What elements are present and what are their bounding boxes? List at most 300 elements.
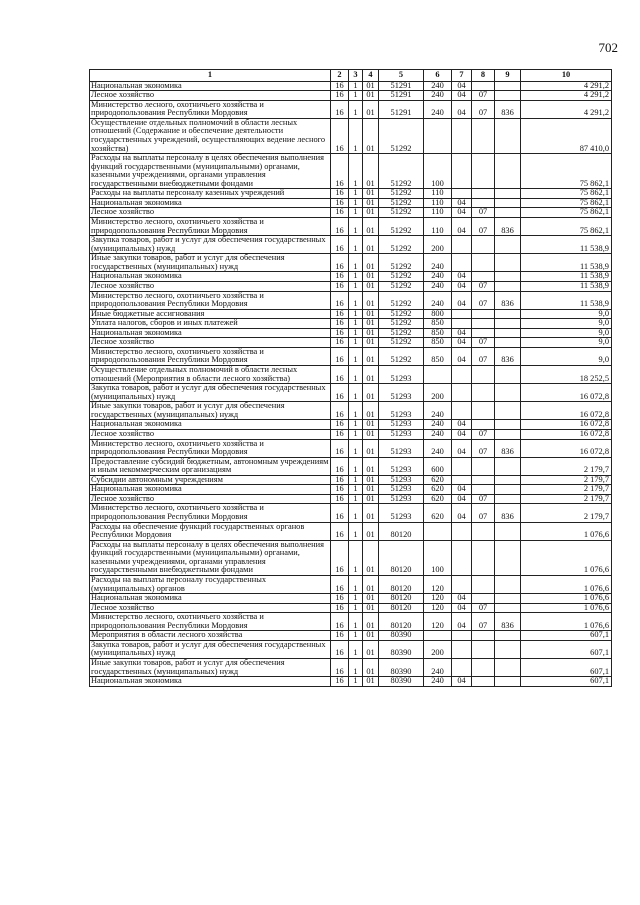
- code-pr-cell: 1: [349, 575, 363, 593]
- code-gr-cell: 16: [331, 429, 349, 439]
- code-section-cell: 04: [452, 198, 472, 208]
- code-subsection-cell: [472, 640, 495, 658]
- table-row: [90, 118, 612, 153]
- amount-cell: 9,0: [521, 309, 612, 319]
- code-section-cell: [452, 402, 472, 420]
- code-expense-type-cell: 100: [424, 154, 452, 189]
- code-ministry-cell: [495, 328, 521, 338]
- code-ministry-cell: [495, 640, 521, 658]
- code-expense-type-cell: 240: [424, 91, 452, 101]
- table-row: [90, 677, 612, 687]
- amount-cell: 9,0: [521, 319, 612, 329]
- amount-cell: 11 538,9: [521, 281, 612, 291]
- amount-cell: 11 538,9: [521, 236, 612, 254]
- code-expense-type-cell: [424, 522, 452, 540]
- code-section-cell: 04: [452, 485, 472, 495]
- code-gr-cell: 16: [331, 338, 349, 348]
- table-row: [90, 504, 612, 522]
- code-pr-cell: 1: [349, 485, 363, 495]
- amount-cell: 2 179,7: [521, 475, 612, 485]
- code-pp-cell: 01: [363, 281, 379, 291]
- amount-cell: 16 072,8: [521, 402, 612, 420]
- code-expense-type-cell: 850: [424, 338, 452, 348]
- code-expense-type-cell: 120: [424, 613, 452, 631]
- code-subsection-cell: 07: [472, 613, 495, 631]
- code-gr-cell: 16: [331, 494, 349, 504]
- code-target-cell: 51293: [379, 384, 424, 402]
- item-name-cell: Национальная экономика: [90, 677, 331, 687]
- code-ministry-cell: [495, 494, 521, 504]
- table-row: [90, 420, 612, 430]
- code-pp-cell: 01: [363, 659, 379, 677]
- code-gr-cell: 16: [331, 291, 349, 309]
- code-subsection-cell: 07: [472, 494, 495, 504]
- code-gr-cell: 16: [331, 281, 349, 291]
- code-gr-cell: 16: [331, 198, 349, 208]
- code-pp-cell: 01: [363, 366, 379, 384]
- code-target-cell: 51293: [379, 475, 424, 485]
- code-expense-type-cell: 110: [424, 218, 452, 236]
- code-pp-cell: 01: [363, 319, 379, 329]
- code-pp-cell: 01: [363, 603, 379, 613]
- table-row: [90, 198, 612, 208]
- code-subsection-cell: [472, 236, 495, 254]
- code-target-cell: 51292: [379, 118, 424, 153]
- code-expense-type-cell: 200: [424, 236, 452, 254]
- code-target-cell: 51292: [379, 254, 424, 272]
- code-gr-cell: 16: [331, 631, 349, 641]
- code-gr-cell: 16: [331, 154, 349, 189]
- table-row: [90, 208, 612, 218]
- code-expense-type-cell: [424, 366, 452, 384]
- code-ministry-cell: [495, 281, 521, 291]
- code-section-cell: [452, 475, 472, 485]
- code-pp-cell: 01: [363, 189, 379, 199]
- code-expense-type-cell: 240: [424, 272, 452, 282]
- table-row: [90, 429, 612, 439]
- code-pr-cell: 1: [349, 291, 363, 309]
- code-ministry-cell: [495, 575, 521, 593]
- item-name-cell: Министерство лесного, охотничьего хозяйства и природопользования Республики Мордовия: [90, 613, 331, 631]
- item-name-cell: Осуществление отдельных полномочий в области лесных отношений (Содержание и обеспечение деятельности государственных учреждений, осуществляющих ведение лесного хозяйства): [90, 118, 331, 153]
- code-pp-cell: 01: [363, 640, 379, 658]
- code-expense-type-cell: 620: [424, 494, 452, 504]
- column-header-1: 1: [90, 70, 331, 82]
- code-section-cell: 04: [452, 91, 472, 101]
- code-gr-cell: 16: [331, 218, 349, 236]
- code-subsection-cell: [472, 631, 495, 641]
- code-subsection-cell: [472, 319, 495, 329]
- code-ministry-cell: [495, 457, 521, 475]
- code-pp-cell: 01: [363, 439, 379, 457]
- code-pp-cell: 01: [363, 429, 379, 439]
- code-target-cell: 80120: [379, 594, 424, 604]
- item-name-cell: Лесное хозяйство: [90, 208, 331, 218]
- code-section-cell: [452, 189, 472, 199]
- code-pp-cell: 01: [363, 338, 379, 348]
- code-ministry-cell: 836: [495, 291, 521, 309]
- amount-cell: 9,0: [521, 338, 612, 348]
- code-pr-cell: 1: [349, 338, 363, 348]
- code-ministry-cell: 836: [495, 100, 521, 118]
- code-target-cell: 51293: [379, 402, 424, 420]
- code-pp-cell: 01: [363, 254, 379, 272]
- code-ministry-cell: [495, 420, 521, 430]
- code-ministry-cell: [495, 198, 521, 208]
- code-expense-type-cell: 850: [424, 328, 452, 338]
- code-subsection-cell: 07: [472, 100, 495, 118]
- code-pr-cell: 1: [349, 384, 363, 402]
- code-ministry-cell: [495, 522, 521, 540]
- amount-cell: 1 076,6: [521, 603, 612, 613]
- item-name-cell: Предоставление субсидий бюджетным, автономным учреждениям и иным некоммерческим организациям: [90, 457, 331, 475]
- table-row: [90, 575, 612, 593]
- code-section-cell: [452, 522, 472, 540]
- code-pr-cell: 1: [349, 631, 363, 641]
- code-gr-cell: 16: [331, 189, 349, 199]
- budget-table: [89, 69, 612, 687]
- code-ministry-cell: 836: [495, 504, 521, 522]
- amount-cell: 75 862,1: [521, 189, 612, 199]
- code-ministry-cell: [495, 475, 521, 485]
- code-section-cell: [452, 319, 472, 329]
- table-row: [90, 236, 612, 254]
- code-target-cell: 51292: [379, 309, 424, 319]
- code-pr-cell: 1: [349, 594, 363, 604]
- code-pr-cell: 1: [349, 328, 363, 338]
- code-pp-cell: 01: [363, 118, 379, 153]
- item-name-cell: Министерство лесного, охотничьего хозяйства и природопользования Республики Мордовия: [90, 439, 331, 457]
- code-ministry-cell: [495, 81, 521, 91]
- code-target-cell: 80120: [379, 575, 424, 593]
- code-subsection-cell: [472, 384, 495, 402]
- code-pr-cell: 1: [349, 218, 363, 236]
- code-pr-cell: 1: [349, 457, 363, 475]
- table-row: [90, 281, 612, 291]
- amount-cell: 1 076,6: [521, 613, 612, 631]
- item-name-cell: Национальная экономика: [90, 328, 331, 338]
- code-expense-type-cell: 240: [424, 439, 452, 457]
- code-ministry-cell: [495, 236, 521, 254]
- code-target-cell: 51292: [379, 272, 424, 282]
- table-row: [90, 338, 612, 348]
- code-expense-type-cell: 240: [424, 402, 452, 420]
- code-target-cell: 51293: [379, 485, 424, 495]
- amount-cell: 1 076,6: [521, 594, 612, 604]
- code-pp-cell: 01: [363, 420, 379, 430]
- code-pp-cell: 01: [363, 457, 379, 475]
- code-expense-type-cell: 100: [424, 540, 452, 575]
- code-gr-cell: 16: [331, 208, 349, 218]
- code-expense-type-cell: 120: [424, 594, 452, 604]
- code-pp-cell: 01: [363, 218, 379, 236]
- code-expense-type-cell: 620: [424, 485, 452, 495]
- code-target-cell: 51293: [379, 366, 424, 384]
- code-target-cell: 51293: [379, 504, 424, 522]
- item-name-cell: Расходы на выплаты персоналу казенных учреждений: [90, 189, 331, 199]
- table-row: [90, 457, 612, 475]
- code-section-cell: 04: [452, 328, 472, 338]
- code-pp-cell: 01: [363, 594, 379, 604]
- code-ministry-cell: 836: [495, 347, 521, 365]
- amount-cell: 18 252,5: [521, 366, 612, 384]
- code-section-cell: 04: [452, 272, 472, 282]
- code-target-cell: 51293: [379, 494, 424, 504]
- code-pr-cell: 1: [349, 154, 363, 189]
- code-gr-cell: 16: [331, 309, 349, 319]
- code-section-cell: [452, 384, 472, 402]
- table-row: [90, 659, 612, 677]
- code-expense-type-cell: 850: [424, 319, 452, 329]
- code-expense-type-cell: 240: [424, 254, 452, 272]
- table-row: [90, 494, 612, 504]
- code-gr-cell: 16: [331, 328, 349, 338]
- code-pr-cell: 1: [349, 309, 363, 319]
- item-name-cell: Лесное хозяйство: [90, 494, 331, 504]
- code-section-cell: 04: [452, 429, 472, 439]
- item-name-cell: Лесное хозяйство: [90, 338, 331, 348]
- item-name-cell: Национальная экономика: [90, 81, 331, 91]
- code-subsection-cell: 07: [472, 347, 495, 365]
- code-gr-cell: 16: [331, 420, 349, 430]
- code-target-cell: 51292: [379, 338, 424, 348]
- code-section-cell: [452, 366, 472, 384]
- code-subsection-cell: [472, 366, 495, 384]
- item-name-cell: Лесное хозяйство: [90, 281, 331, 291]
- code-target-cell: 51293: [379, 420, 424, 430]
- code-pr-cell: 1: [349, 254, 363, 272]
- code-target-cell: 80390: [379, 640, 424, 658]
- code-gr-cell: 16: [331, 475, 349, 485]
- code-section-cell: [452, 457, 472, 475]
- code-subsection-cell: [472, 328, 495, 338]
- item-name-cell: Национальная экономика: [90, 485, 331, 495]
- code-section-cell: [452, 631, 472, 641]
- code-expense-type-cell: 800: [424, 309, 452, 319]
- item-name-cell: Расходы на выплаты персоналу в целях обеспечения выполнения функций государственными (муниципальными) органами, казенными учреждениями, органами управления государственными внебюджетными фондами: [90, 540, 331, 575]
- code-pp-cell: 01: [363, 81, 379, 91]
- code-pp-cell: 01: [363, 384, 379, 402]
- code-gr-cell: 16: [331, 272, 349, 282]
- code-expense-type-cell: [424, 631, 452, 641]
- code-section-cell: [452, 236, 472, 254]
- code-pr-cell: 1: [349, 522, 363, 540]
- code-pr-cell: 1: [349, 281, 363, 291]
- table-row: [90, 366, 612, 384]
- code-section-cell: 04: [452, 677, 472, 687]
- table-row: [90, 309, 612, 319]
- code-pp-cell: 01: [363, 575, 379, 593]
- code-pp-cell: 01: [363, 236, 379, 254]
- code-section-cell: [452, 575, 472, 593]
- code-pr-cell: 1: [349, 347, 363, 365]
- code-subsection-cell: [472, 677, 495, 687]
- code-pr-cell: 1: [349, 429, 363, 439]
- item-name-cell: Национальная экономика: [90, 198, 331, 208]
- table-header-row: [90, 70, 612, 82]
- code-section-cell: 04: [452, 603, 472, 613]
- code-ministry-cell: [495, 309, 521, 319]
- code-ministry-cell: [495, 208, 521, 218]
- code-ministry-cell: [495, 677, 521, 687]
- code-ministry-cell: [495, 319, 521, 329]
- code-pr-cell: 1: [349, 439, 363, 457]
- code-subsection-cell: [472, 457, 495, 475]
- code-section-cell: [452, 540, 472, 575]
- amount-cell: 607,1: [521, 659, 612, 677]
- code-section-cell: 04: [452, 218, 472, 236]
- column-header-10: 10: [521, 70, 612, 82]
- code-expense-type-cell: 110: [424, 198, 452, 208]
- code-subsection-cell: 07: [472, 338, 495, 348]
- code-section-cell: 04: [452, 347, 472, 365]
- table-row: [90, 594, 612, 604]
- code-ministry-cell: [495, 384, 521, 402]
- code-target-cell: 80120: [379, 522, 424, 540]
- code-gr-cell: 16: [331, 575, 349, 593]
- code-subsection-cell: [472, 522, 495, 540]
- amount-cell: 16 072,8: [521, 439, 612, 457]
- table-row: [90, 319, 612, 329]
- code-pp-cell: 01: [363, 309, 379, 319]
- item-name-cell: Субсидии автономным учреждениям: [90, 475, 331, 485]
- code-pr-cell: 1: [349, 540, 363, 575]
- amount-cell: 9,0: [521, 347, 612, 365]
- code-ministry-cell: [495, 91, 521, 101]
- code-subsection-cell: [472, 198, 495, 208]
- code-target-cell: 51292: [379, 328, 424, 338]
- code-pp-cell: 01: [363, 100, 379, 118]
- item-name-cell: Расходы на выплаты персоналу в целях обеспечения выполнения функций государственными (муниципальными) органами, казенными учреждениями, органами управления государственными внебюджетными фондами: [90, 154, 331, 189]
- code-pr-cell: 1: [349, 100, 363, 118]
- code-target-cell: 51291: [379, 81, 424, 91]
- column-header-5: 5: [379, 70, 424, 82]
- code-pp-cell: 01: [363, 198, 379, 208]
- code-gr-cell: 16: [331, 439, 349, 457]
- code-expense-type-cell: 200: [424, 640, 452, 658]
- code-gr-cell: 16: [331, 504, 349, 522]
- code-pp-cell: 01: [363, 613, 379, 631]
- item-name-cell: Иные закупки товаров, работ и услуг для обеспечения государственных (муниципальных) нужд: [90, 659, 331, 677]
- code-pr-cell: 1: [349, 319, 363, 329]
- item-name-cell: Национальная экономика: [90, 272, 331, 282]
- code-expense-type-cell: 110: [424, 208, 452, 218]
- item-name-cell: Закупка товаров, работ и услуг для обеспечения государственных (муниципальных) нужд: [90, 640, 331, 658]
- code-pp-cell: 01: [363, 154, 379, 189]
- code-pp-cell: 01: [363, 631, 379, 641]
- table-row: [90, 522, 612, 540]
- code-pr-cell: 1: [349, 236, 363, 254]
- table-row: [90, 640, 612, 658]
- code-gr-cell: 16: [331, 384, 349, 402]
- code-gr-cell: 16: [331, 118, 349, 153]
- code-subsection-cell: [472, 420, 495, 430]
- code-subsection-cell: 07: [472, 439, 495, 457]
- code-ministry-cell: [495, 603, 521, 613]
- code-expense-type-cell: 600: [424, 457, 452, 475]
- column-header-6: 6: [424, 70, 452, 82]
- item-name-cell: Министерство лесного, охотничьего хозяйства и природопользования Республики Мордовия: [90, 218, 331, 236]
- amount-cell: 607,1: [521, 631, 612, 641]
- code-pp-cell: 01: [363, 494, 379, 504]
- code-pr-cell: 1: [349, 118, 363, 153]
- code-pr-cell: 1: [349, 420, 363, 430]
- table-row: [90, 189, 612, 199]
- code-pr-cell: 1: [349, 504, 363, 522]
- code-gr-cell: 16: [331, 402, 349, 420]
- code-expense-type-cell: 120: [424, 575, 452, 593]
- code-expense-type-cell: 200: [424, 384, 452, 402]
- amount-cell: 11 538,9: [521, 254, 612, 272]
- table-row: [90, 485, 612, 495]
- code-subsection-cell: [472, 154, 495, 189]
- code-subsection-cell: 07: [472, 281, 495, 291]
- item-name-cell: Расходы на выплаты персоналу государственных (муниципальных) органов: [90, 575, 331, 593]
- code-subsection-cell: 07: [472, 504, 495, 522]
- code-gr-cell: 16: [331, 81, 349, 91]
- item-name-cell: Расходы на обеспечение функций государственных органов Республики Мордовия: [90, 522, 331, 540]
- code-expense-type-cell: 240: [424, 100, 452, 118]
- code-gr-cell: 16: [331, 254, 349, 272]
- code-pr-cell: 1: [349, 91, 363, 101]
- amount-cell: 75 862,1: [521, 198, 612, 208]
- code-subsection-cell: [472, 540, 495, 575]
- code-subsection-cell: [472, 475, 495, 485]
- code-target-cell: 51292: [379, 319, 424, 329]
- amount-cell: 4 291,2: [521, 91, 612, 101]
- code-section-cell: 04: [452, 594, 472, 604]
- amount-cell: 2 179,7: [521, 457, 612, 475]
- amount-cell: 2 179,7: [521, 494, 612, 504]
- table-row: [90, 603, 612, 613]
- code-section-cell: 04: [452, 291, 472, 309]
- table-row: [90, 154, 612, 189]
- item-name-cell: Национальная экономика: [90, 420, 331, 430]
- code-gr-cell: 16: [331, 457, 349, 475]
- table-row: [90, 91, 612, 101]
- amount-cell: 75 862,1: [521, 208, 612, 218]
- code-gr-cell: 16: [331, 485, 349, 495]
- code-ministry-cell: [495, 594, 521, 604]
- code-gr-cell: 16: [331, 236, 349, 254]
- code-pr-cell: 1: [349, 198, 363, 208]
- code-subsection-cell: [472, 118, 495, 153]
- column-header-9: 9: [495, 70, 521, 82]
- code-subsection-cell: 07: [472, 429, 495, 439]
- code-target-cell: 80390: [379, 659, 424, 677]
- item-name-cell: Иные закупки товаров, работ и услуг для обеспечения государственных (муниципальных) нужд: [90, 402, 331, 420]
- code-pr-cell: 1: [349, 494, 363, 504]
- table-row: [90, 631, 612, 641]
- code-ministry-cell: [495, 189, 521, 199]
- code-ministry-cell: [495, 154, 521, 189]
- code-pr-cell: 1: [349, 366, 363, 384]
- item-name-cell: Министерство лесного, охотничьего хозяйства и природопользования Республики Мордовия: [90, 347, 331, 365]
- code-section-cell: [452, 118, 472, 153]
- code-subsection-cell: [472, 659, 495, 677]
- code-target-cell: 51291: [379, 100, 424, 118]
- code-subsection-cell: [472, 189, 495, 199]
- code-pr-cell: 1: [349, 613, 363, 631]
- item-name-cell: Министерство лесного, охотничьего хозяйства и природопользования Республики Мордовия: [90, 291, 331, 309]
- amount-cell: 16 072,8: [521, 384, 612, 402]
- code-ministry-cell: [495, 631, 521, 641]
- table-row: [90, 272, 612, 282]
- code-gr-cell: 16: [331, 91, 349, 101]
- code-ministry-cell: [495, 429, 521, 439]
- code-ministry-cell: [495, 118, 521, 153]
- code-ministry-cell: 836: [495, 218, 521, 236]
